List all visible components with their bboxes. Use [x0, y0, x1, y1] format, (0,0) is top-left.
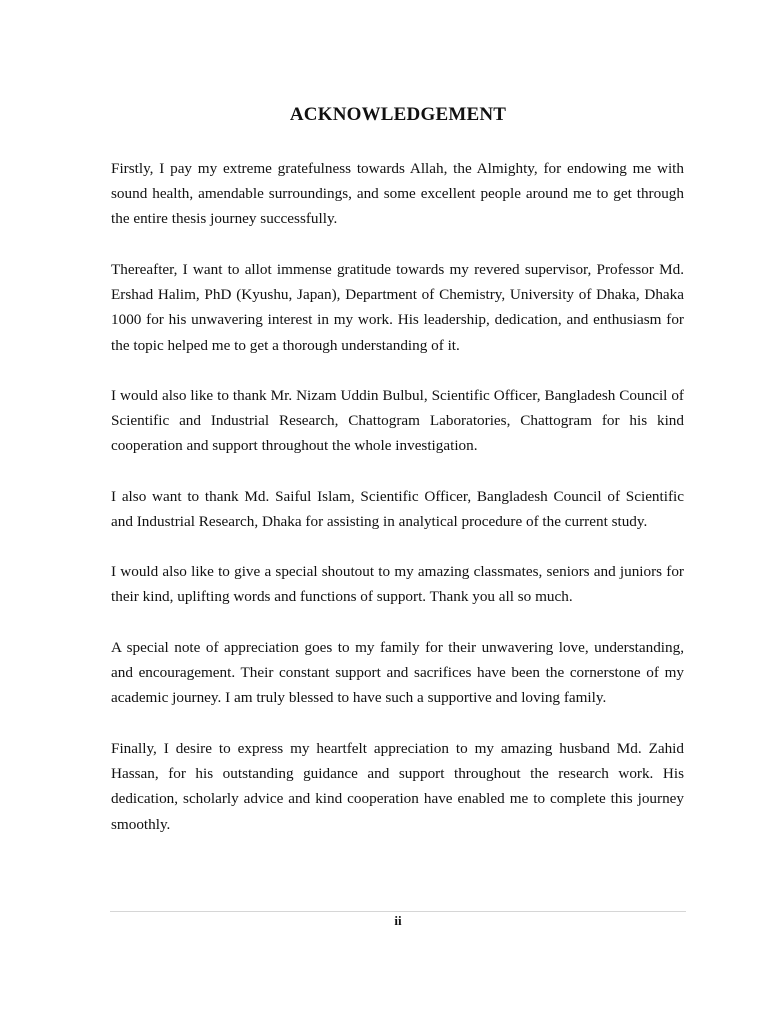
page-number: ii	[394, 913, 402, 928]
paragraph-husband: Finally, I desire to express my heartfelt appreciation to my amazing husband Md. Zahid Hassan, for his outstanding guidance and support throughout the research work. His dedication, scholarly advice and kind cooperation have enabled me to complete this journey smoothly.	[111, 740, 684, 833]
paragraph-family: A special note of appreciation goes to my family for their unwavering love, understanding, and encouragement. Their constant support and sacrifices have been the cornerstone of my academic journey. I am truly blessed to have such a supportive and loving family.	[111, 639, 684, 707]
footer-divider	[110, 911, 686, 912]
paragraph-gratitude-allah: Firstly, I pay my extreme gratefulness towards Allah, the Almighty, for endowing me with sound health, amendable surroundings, and some excellent people around me to get through the entire thesis journey successfully.	[111, 160, 684, 228]
page-title: ACKNOWLEDGEMENT	[289, 104, 507, 125]
paragraph-scientific-officer-dhaka: I also want to thank Md. Saiful Islam, Scientific Officer, Bangladesh Council of Scientific and Industrial Research, Dhaka for assisting in analytical procedure of the current study.	[111, 488, 684, 531]
paragraph-classmates: I would also like to give a special shoutout to my amazing classmates, seniors and juniors for their kind, uplifting words and functions of support. Thank you all so much.	[111, 563, 684, 606]
paragraph-scientific-officer-chattogram: I would also like to thank Mr. Nizam Uddin Bulbul, Scientific Officer, Bangladesh Council of Scientific and Industrial Research, Chattogram Laboratories, Chattogram for his kind cooperation and support throughout the whole investigation.	[111, 387, 684, 455]
paragraph-supervisor: Thereafter, I want to allot immense gratitude towards my revered supervisor, Professor Md. Ershad Halim, PhD (Kyushu, Japan), Department of Chemistry, University of Dhaka, Dhaka 1000 for his unwavering interest in my work. His leadership, dedication, and enthusiasm for the topic helped me to get a thorough understanding of it.	[111, 261, 684, 354]
